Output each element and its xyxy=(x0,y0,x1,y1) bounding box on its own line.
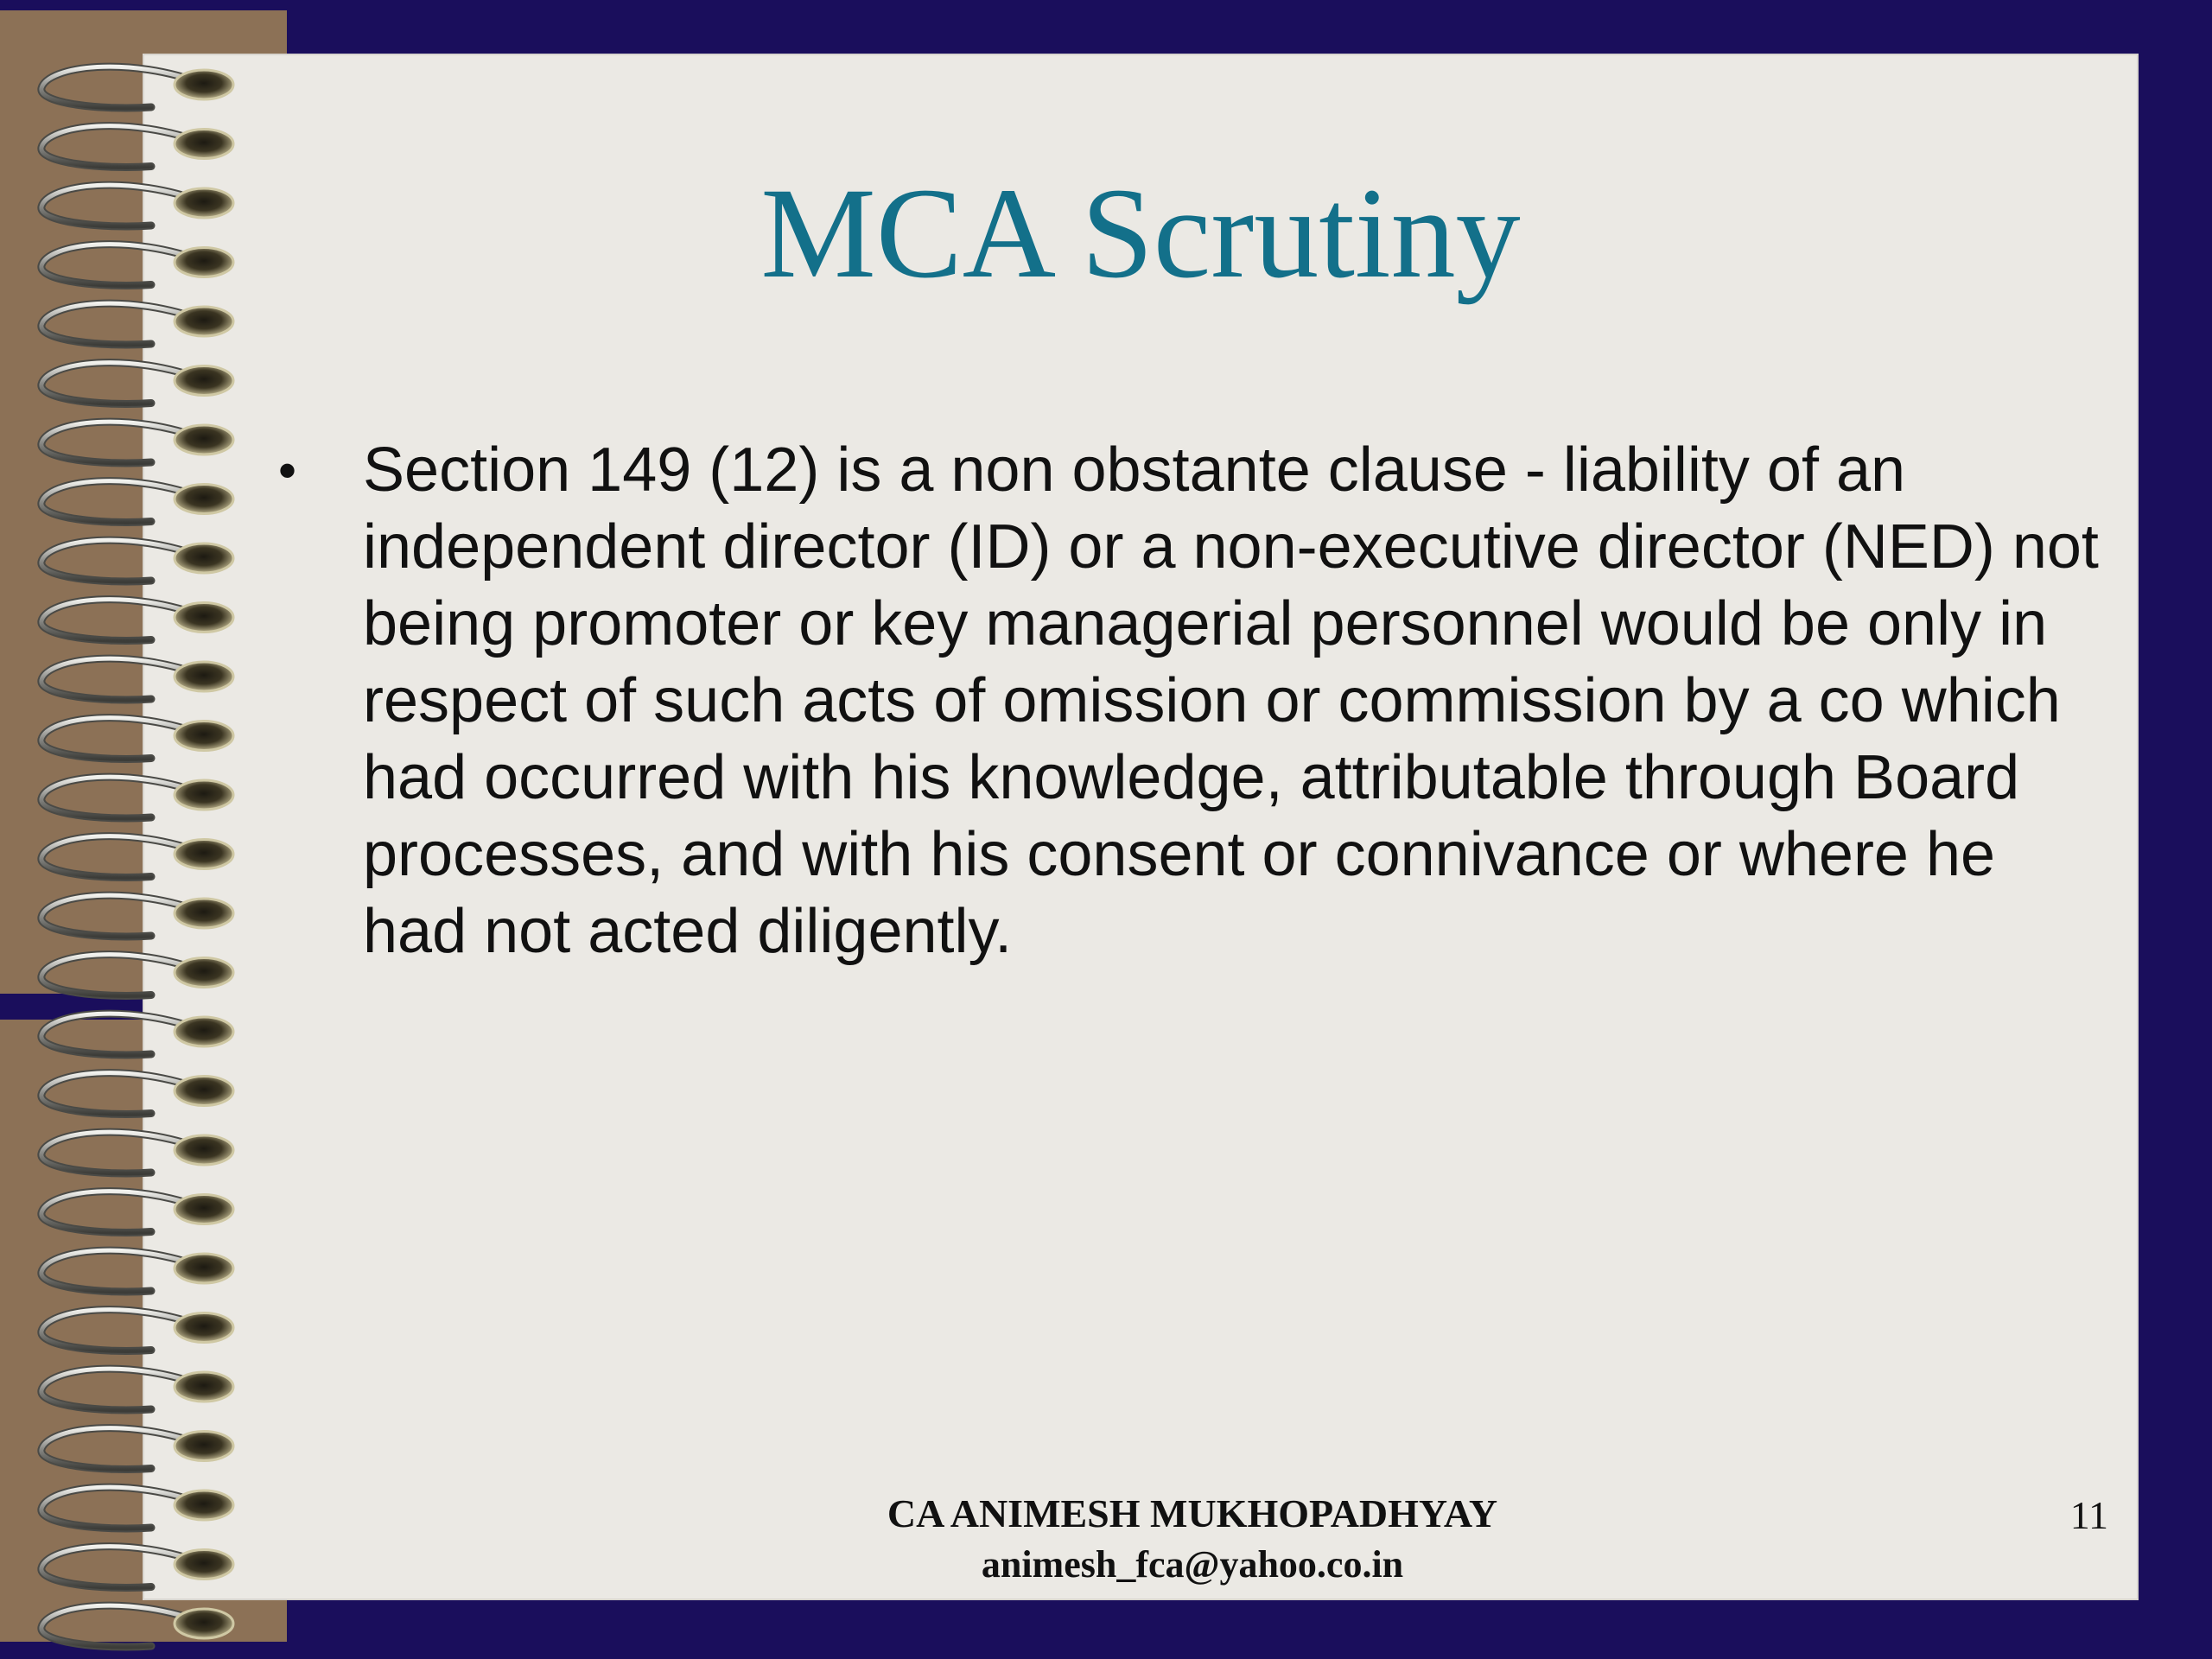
spiral-ring xyxy=(41,1369,233,1410)
bullet-item xyxy=(278,432,2101,970)
spiral-ring xyxy=(41,540,233,582)
spiral-ring xyxy=(41,422,233,463)
spiral-ring xyxy=(41,895,233,937)
bullet-text: Section 149 (12) is a non obstante clause - liability of an independent director (ID) or a non-executive director (NED) not being promoter or key managerial personnel would be only in respect of such acts of omission or commission by a co which had occurred with his knowledge, attributable through Board processes, and with his consent or connivance or where he had not acted diligently. xyxy=(363,435,2099,966)
bullet-symbol: • xyxy=(278,442,297,499)
spiral-ring xyxy=(41,1192,233,1233)
spiral-ring xyxy=(41,1250,233,1292)
spiral-ring xyxy=(41,363,233,404)
spiral-ring xyxy=(41,1132,233,1173)
spiral-ring xyxy=(41,1487,233,1529)
spiral-ring xyxy=(41,777,233,818)
spiral-ring xyxy=(41,600,233,641)
slide-title: MCA Scrutiny xyxy=(760,162,1521,305)
spiral-ring xyxy=(41,1310,233,1351)
spiral-ring xyxy=(41,836,233,878)
spiral-ring xyxy=(41,1605,233,1647)
spiral-ring xyxy=(41,1073,233,1115)
spiral-ring xyxy=(41,718,233,760)
spiral-ring xyxy=(41,955,233,996)
spiral-ring xyxy=(41,658,233,700)
bullet-list xyxy=(278,432,2101,970)
footer-author-email: animesh_fca@yahoo.co.in xyxy=(981,1543,1404,1586)
spiral-ring xyxy=(41,1428,233,1470)
spiral-ring xyxy=(41,481,233,523)
page-number: 11 xyxy=(2069,1493,2108,1537)
spiral-ring xyxy=(41,1014,233,1055)
footer-author-name: CA ANIMESH MUKHOPADHYAY xyxy=(887,1491,1498,1535)
spiral-ring xyxy=(41,67,233,108)
spiral-ring xyxy=(41,1547,233,1588)
